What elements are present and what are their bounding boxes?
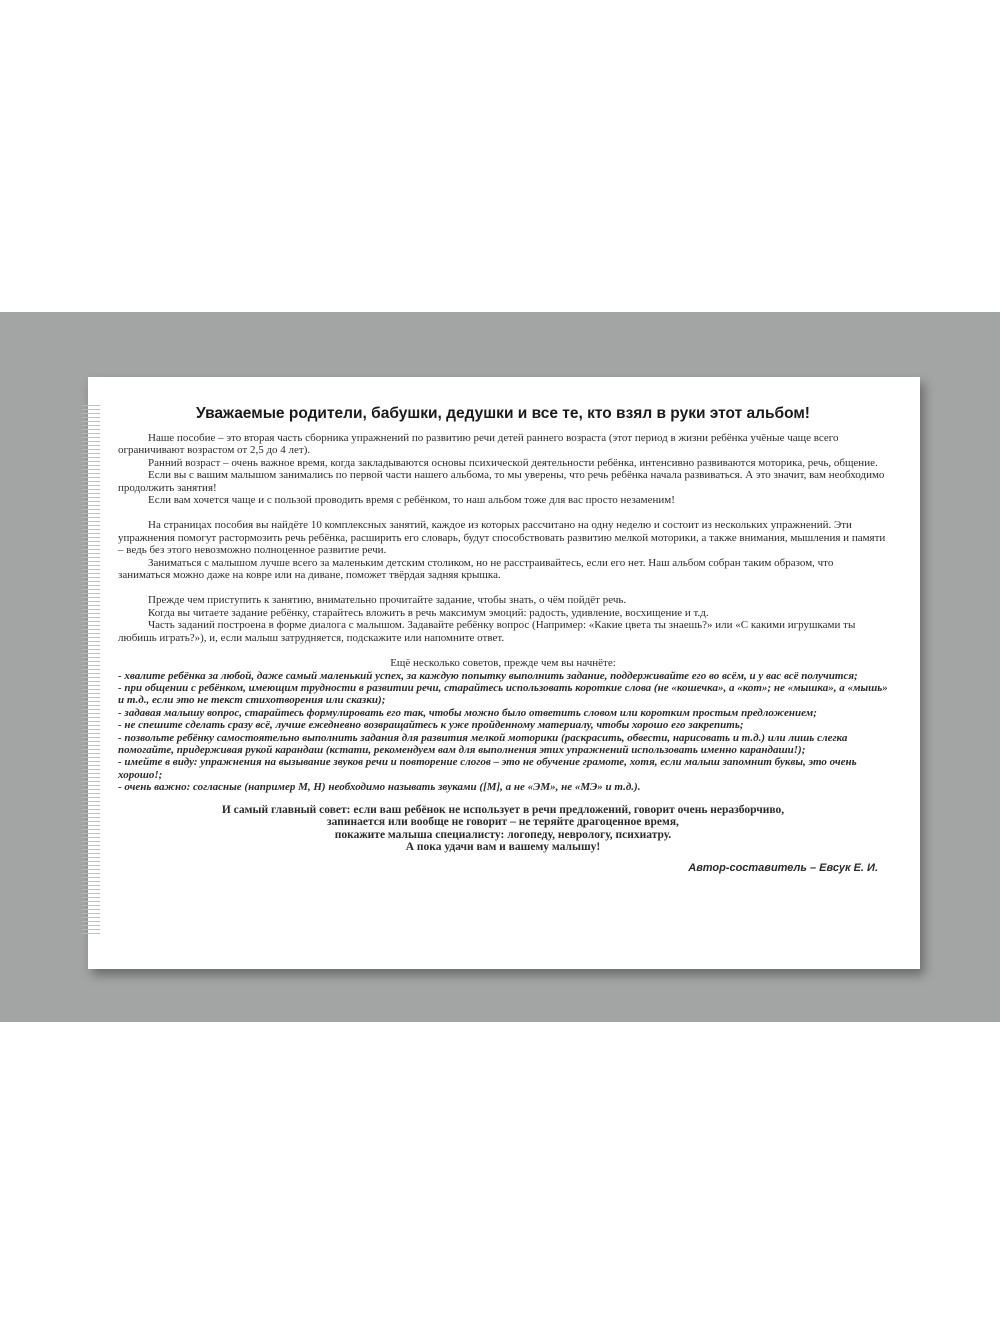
page-content xyxy=(118,405,888,874)
page-title: Уважаемые родители, бабушки, дедушки и все те, кто взял в руки этот альбом! xyxy=(196,405,810,422)
tip-item: - задавая малышу вопрос, старайтесь формулировать его так, чтобы можно было ответить словом или коротким простым предложением; xyxy=(118,706,817,719)
structure-paragraph: Заниматься с малышом лучше всего за маленьким детским столиком, но не расстраивайтесь, если его нет. Наш альбом собран таким образом, что заниматься можно даже на ковре или на диване, поможет твёрдая задняя крышка. xyxy=(118,556,834,582)
final-advice-line: запинается или вообще не говорит – не теряйте драгоценное время, xyxy=(327,816,679,829)
final-advice-line: покажите малыша специалисту: логопеду, неврологу, психиатру. xyxy=(334,828,672,841)
tip-item: - хвалите ребёнка за любой, даже самый маленький успех, за каждую попытку выполнить задание, поддерживайте его во всём, и у вас всё получится; xyxy=(118,669,858,682)
author-signature: Автор-составитель – Евсук Е. И. xyxy=(688,861,878,874)
method-paragraph: Прежде чем приступить к занятию, внимательно прочитайте задание, чтобы знать, о чём пойдёт речь. xyxy=(148,594,627,607)
final-advice xyxy=(118,804,888,854)
tip-item: - имейте в виду: упражнения на вызывание звуков речи и повторение слогов – это не обучение грамоте, хотя, если малыш запомнит буквы, это очень хорошо!; xyxy=(118,756,857,781)
tip-item: - при общении с ребёнком, имеющим трудности в развитии речи, старайтесь использовать короткие слова (не «кошечка», а «кот»; не «мышка», а «мышь» и т.д., если это не текст стихотворения или сказки); xyxy=(118,681,888,707)
intro-paragraph: Ранний возраст – очень важное время, когда закладываются основы психической деятельности ребёнка, интенсивно развиваются моторика, речь, общение. xyxy=(148,456,878,469)
tips-heading: Ещё несколько советов, прежде чем вы начнёте: xyxy=(390,657,616,670)
method-paragraph: Часть заданий построена в форме диалога с малышом. Задавайте ребёнку вопрос (Например: «Какие цвета ты знаешь?» или «С какими игрушками ты любишь играть?»), и, если малыш затрудняется, подскажите или напомните ответ. xyxy=(118,619,856,644)
tip-item: - очень важно: согласные (например М, Н) необходимо называть звуками ([М], а не «ЭМ», не «МЭ» и т.д.). xyxy=(118,781,641,794)
intro-paragraph: Наше пособие – это вторая часть сборника упражнений по развитию речи детей раннего возраста (этот период в жизни ребёнка учёные чаще всего ограничивают возрастом от 2,5 до 4 лет). xyxy=(118,432,839,457)
final-advice-line: И самый главный совет: если ваш ребёнок не использует в речи предложений, говорит очень неразборчиво, xyxy=(221,803,785,816)
tip-item: - не спешите сделать сразу всё, лучше ежедневно возвращайтесь к уже пройденному материалу, чтобы хорошо его закрепить; xyxy=(118,719,744,732)
intro-paragraph: Если вам хочется чаще и с пользой проводить время с ребёнком, то наш альбом тоже для вас просто незаменим! xyxy=(148,494,675,507)
spacer xyxy=(118,506,888,519)
spiral-binding xyxy=(82,405,100,935)
spacer xyxy=(118,581,888,594)
spacer xyxy=(118,644,888,657)
structure-paragraph: На страницах пособия вы найдёте 10 комплексных занятий, каждое из которых рассчитано на одну неделю и состоит из нескольких упражнений. Эти упражнения помогут растормозить речь ребёнка, расширить его словарь, будут способствовать развитию мелкой моторики, а также внимания, мышления и памяти – ведь без этого невозможно полноценное развитие речи. xyxy=(118,519,886,557)
final-advice-line: А пока удачи вам и вашему малышу! xyxy=(405,841,601,854)
method-paragraph: Когда вы читаете задание ребёнку, старайтесь вложить в речь максимум эмоций: радость, удивление, восхищение и т.д. xyxy=(148,606,709,619)
tip-item: - позвольте ребёнку самостоятельно выполнить задания для развития мелкой моторики (раскрасить, обвести, нарисовать и т.д.) или лишь слегка помогайте, придерживая рукой карандаш (кстати, рекомендуем вам для выполнения этих упражнений использовать именно карандаши!); xyxy=(118,731,848,756)
album-page xyxy=(88,377,920,969)
intro-paragraph: Если вы с вашим малышом занимались по первой части нашего альбома, то мы уверены, что речь ребёнка начала развиваться. А это значит, вам необходимо продолжить занятия! xyxy=(118,469,885,494)
